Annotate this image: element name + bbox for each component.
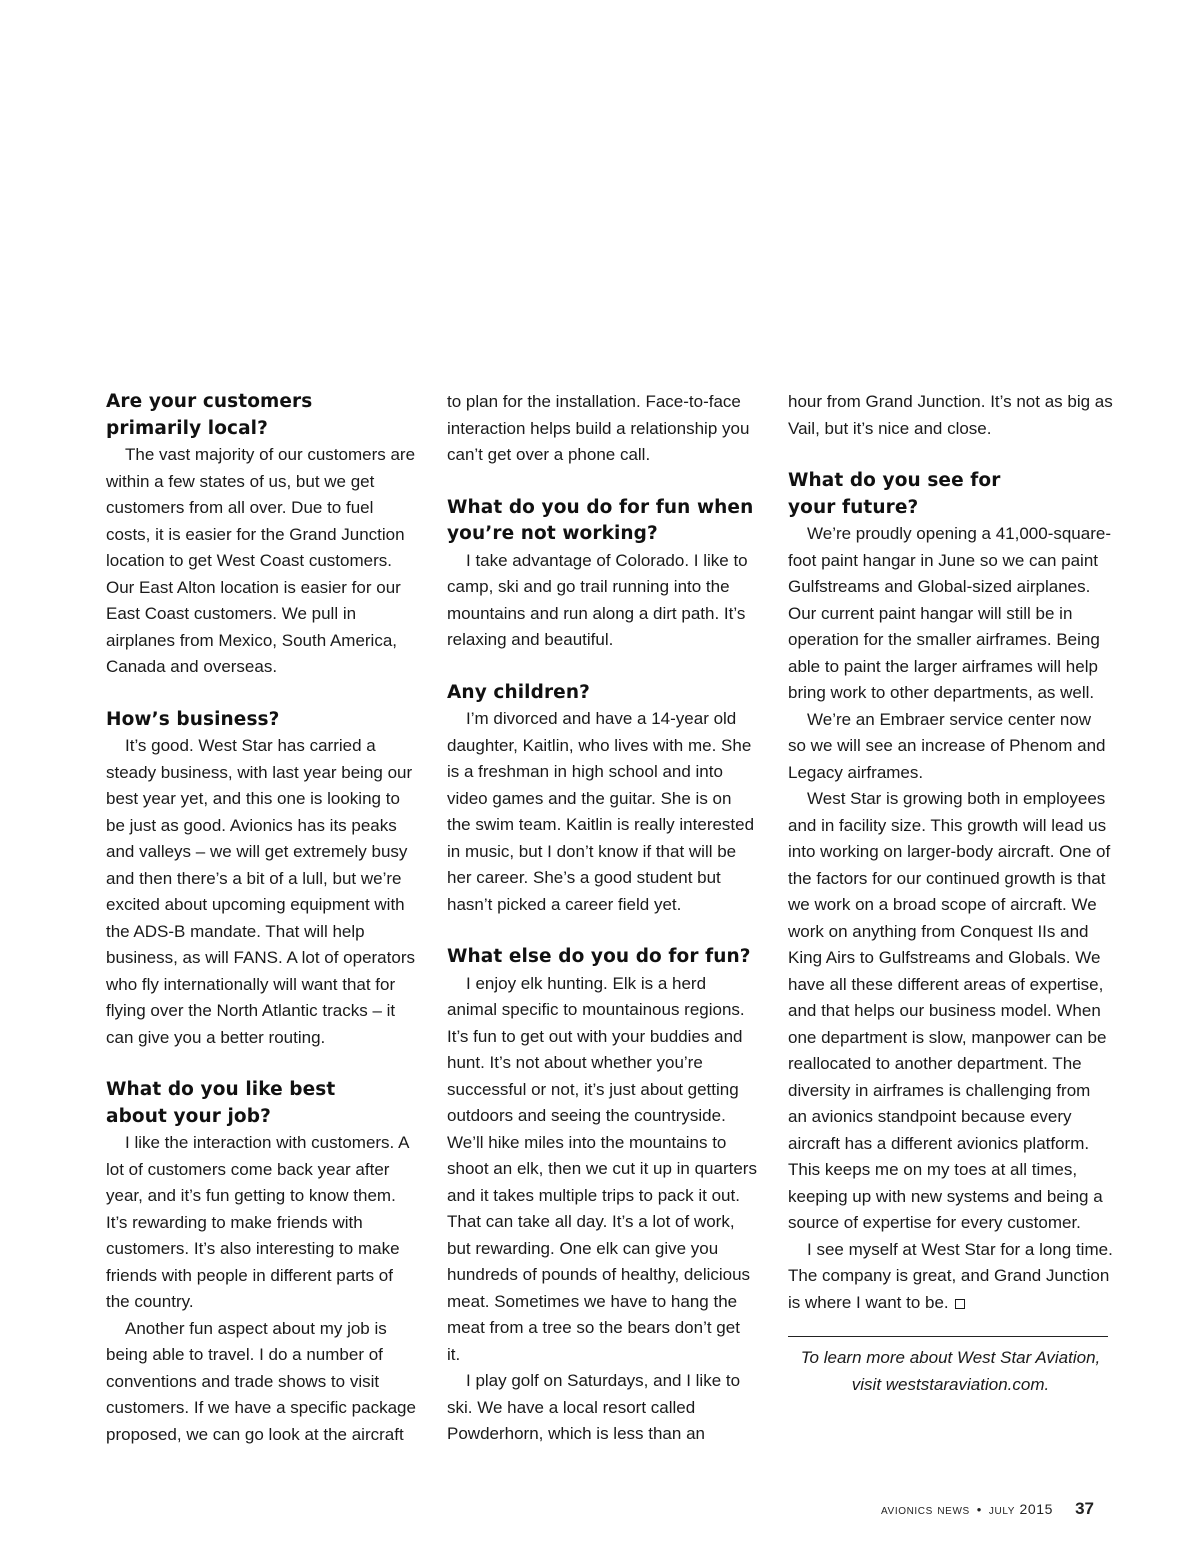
question-heading: What do you see for your future? [788, 470, 1001, 518]
question-heading: What do you like best about your job? [106, 1079, 336, 1127]
column-2 [447, 389, 757, 1448]
promo-line: To learn more about West Star Aviation, [800, 1348, 1101, 1367]
answer-paragraph: Another fun aspect about my job is being able to travel. I do a number of conventions and trade shows to visit customers. If we have a specific package proposed, we can go look at the aircraft [106, 1318, 416, 1444]
column-3 [788, 389, 1113, 1398]
footer-separator: • [976, 1502, 982, 1517]
issue-date: july 2015 [988, 1501, 1054, 1517]
final-paragraph-text: I see myself at West Star for a long time. The company is great, and Grand Junction is where I want to be. [788, 1239, 1113, 1312]
answer-paragraph: I like the interaction with customers. A lot of customers come back year after year, and it’s fun getting to know them. It’s rewarding to make friends with customers. It’s also interesting to make friends with people in different parts of the country. [106, 1133, 409, 1311]
answer-paragraph: We’re an Embraer service center now so we will see an increase of Phenom and Legacy airframes. [788, 709, 1106, 782]
page-footer [881, 1499, 1094, 1519]
column-1 [106, 389, 416, 1448]
answer-paragraph: I enjoy elk hunting. Elk is a herd animal specific to mountainous regions. It’s fun to get out with your buddies and hunt. It’s not about whether you’re successful or not, it’s just about getting outdoors and seeing the countryside. We’ll hike miles into the mountains to shoot an elk, then we cut it up in quarters and it takes multiple trips to pack it out. That can take all day. It’s a lot of work, but rewarding. One elk can give you hundreds of pounds of healthy, delicious meat. Sometimes we have to hang the meat from a tree so the bears don’t get it. [447, 973, 757, 1364]
answer-paragraph: It’s good. West Star has carried a steady business, with last year being our best year yet, and this one is looking to be just as good. Avionics has its peaks and valleys – we will get extremely busy and then there’s a bit of a lull, but we’re excited about upcoming equipment with the ADS-B mandate. That will help business, as will FANS. A lot of operators who fly internationally will want that for flying over the North Atlantic tracks – it can give you a better routing. [106, 736, 415, 1047]
answer-paragraph: I’m divorced and have a 14-year old daughter, Kaitlin, who lives with me. She is a freshman in high school and into video games and the guitar. She is on the swim team. Kaitlin is really interested in music, but I don’t know if that will be her career. She’s a good student but hasn’t picked a career field yet. [447, 709, 755, 914]
question-heading: Any children? [447, 681, 590, 703]
question-heading: What do you do for fun when you’re not working? [447, 496, 754, 544]
question-heading: How’s business? [106, 708, 280, 730]
answer-paragraph: We’re proudly opening a 41,000-square-foot paint hangar in June so we can paint Gulfstreams and Global-sized airplanes. Our current paint hangar will still be in operation for the smaller airframes. Being able to paint the larger airframes will help bring work to other departments, as well. [788, 524, 1111, 702]
continued-paragraph: to plan for the installation. Face-to-face interaction helps build a relationship you can’t get over a phone call. [447, 392, 750, 464]
question-heading: Are your customers primarily local? [106, 391, 313, 439]
end-of-article-mark-icon [955, 1299, 965, 1309]
continued-paragraph: hour from Grand Junction. It’s not as big as Vail, but it’s nice and close. [788, 392, 1113, 438]
page-number: 37 [1075, 1499, 1094, 1518]
answer-paragraph: I play golf on Saturdays, and I like to ski. We have a local resort called Powderhorn, which is less than an [447, 1371, 741, 1443]
answer-paragraph: West Star is growing both in employees and in facility size. This growth will lead us into working on larger-body aircraft. One of the factors for our continued growth is that we work on a broad scope of aircraft. We work on anything from Conquest IIs and King Airs to Gulfstreams and Globals. We have all these different areas of expertise, and that helps our business model. When one department is slow, manpower can be reallocated to another department. The diversity in airframes is challenging from an avionics standpoint because every aircraft has a different avionics platform. This keeps me on my toes at all times, keeping up with new systems and being a source of expertise for every customer. [788, 789, 1111, 1232]
answer-paragraph: The vast majority of our customers are within a few states of us, but we get customers from all over. Due to fuel costs, it is easier for the Grand Junction location to get West Coast customers. Our East Alton location is easier for our East Coast customers. We pull in airplanes from Mexico, South America, Canada and overseas. [106, 445, 416, 676]
publication-name: avionics news [881, 1501, 970, 1517]
promo-divider [788, 1336, 1108, 1337]
promo-line: visit weststaraviation.com. [851, 1374, 1050, 1394]
answer-paragraph: I take advantage of Colorado. I like to camp, ski and go trail running into the mountains and run along a dirt path. It’s relaxing and beautiful. [447, 550, 748, 649]
question-heading: What else do you do for fun? [447, 946, 751, 967]
answer-paragraph-final [788, 1237, 1113, 1317]
